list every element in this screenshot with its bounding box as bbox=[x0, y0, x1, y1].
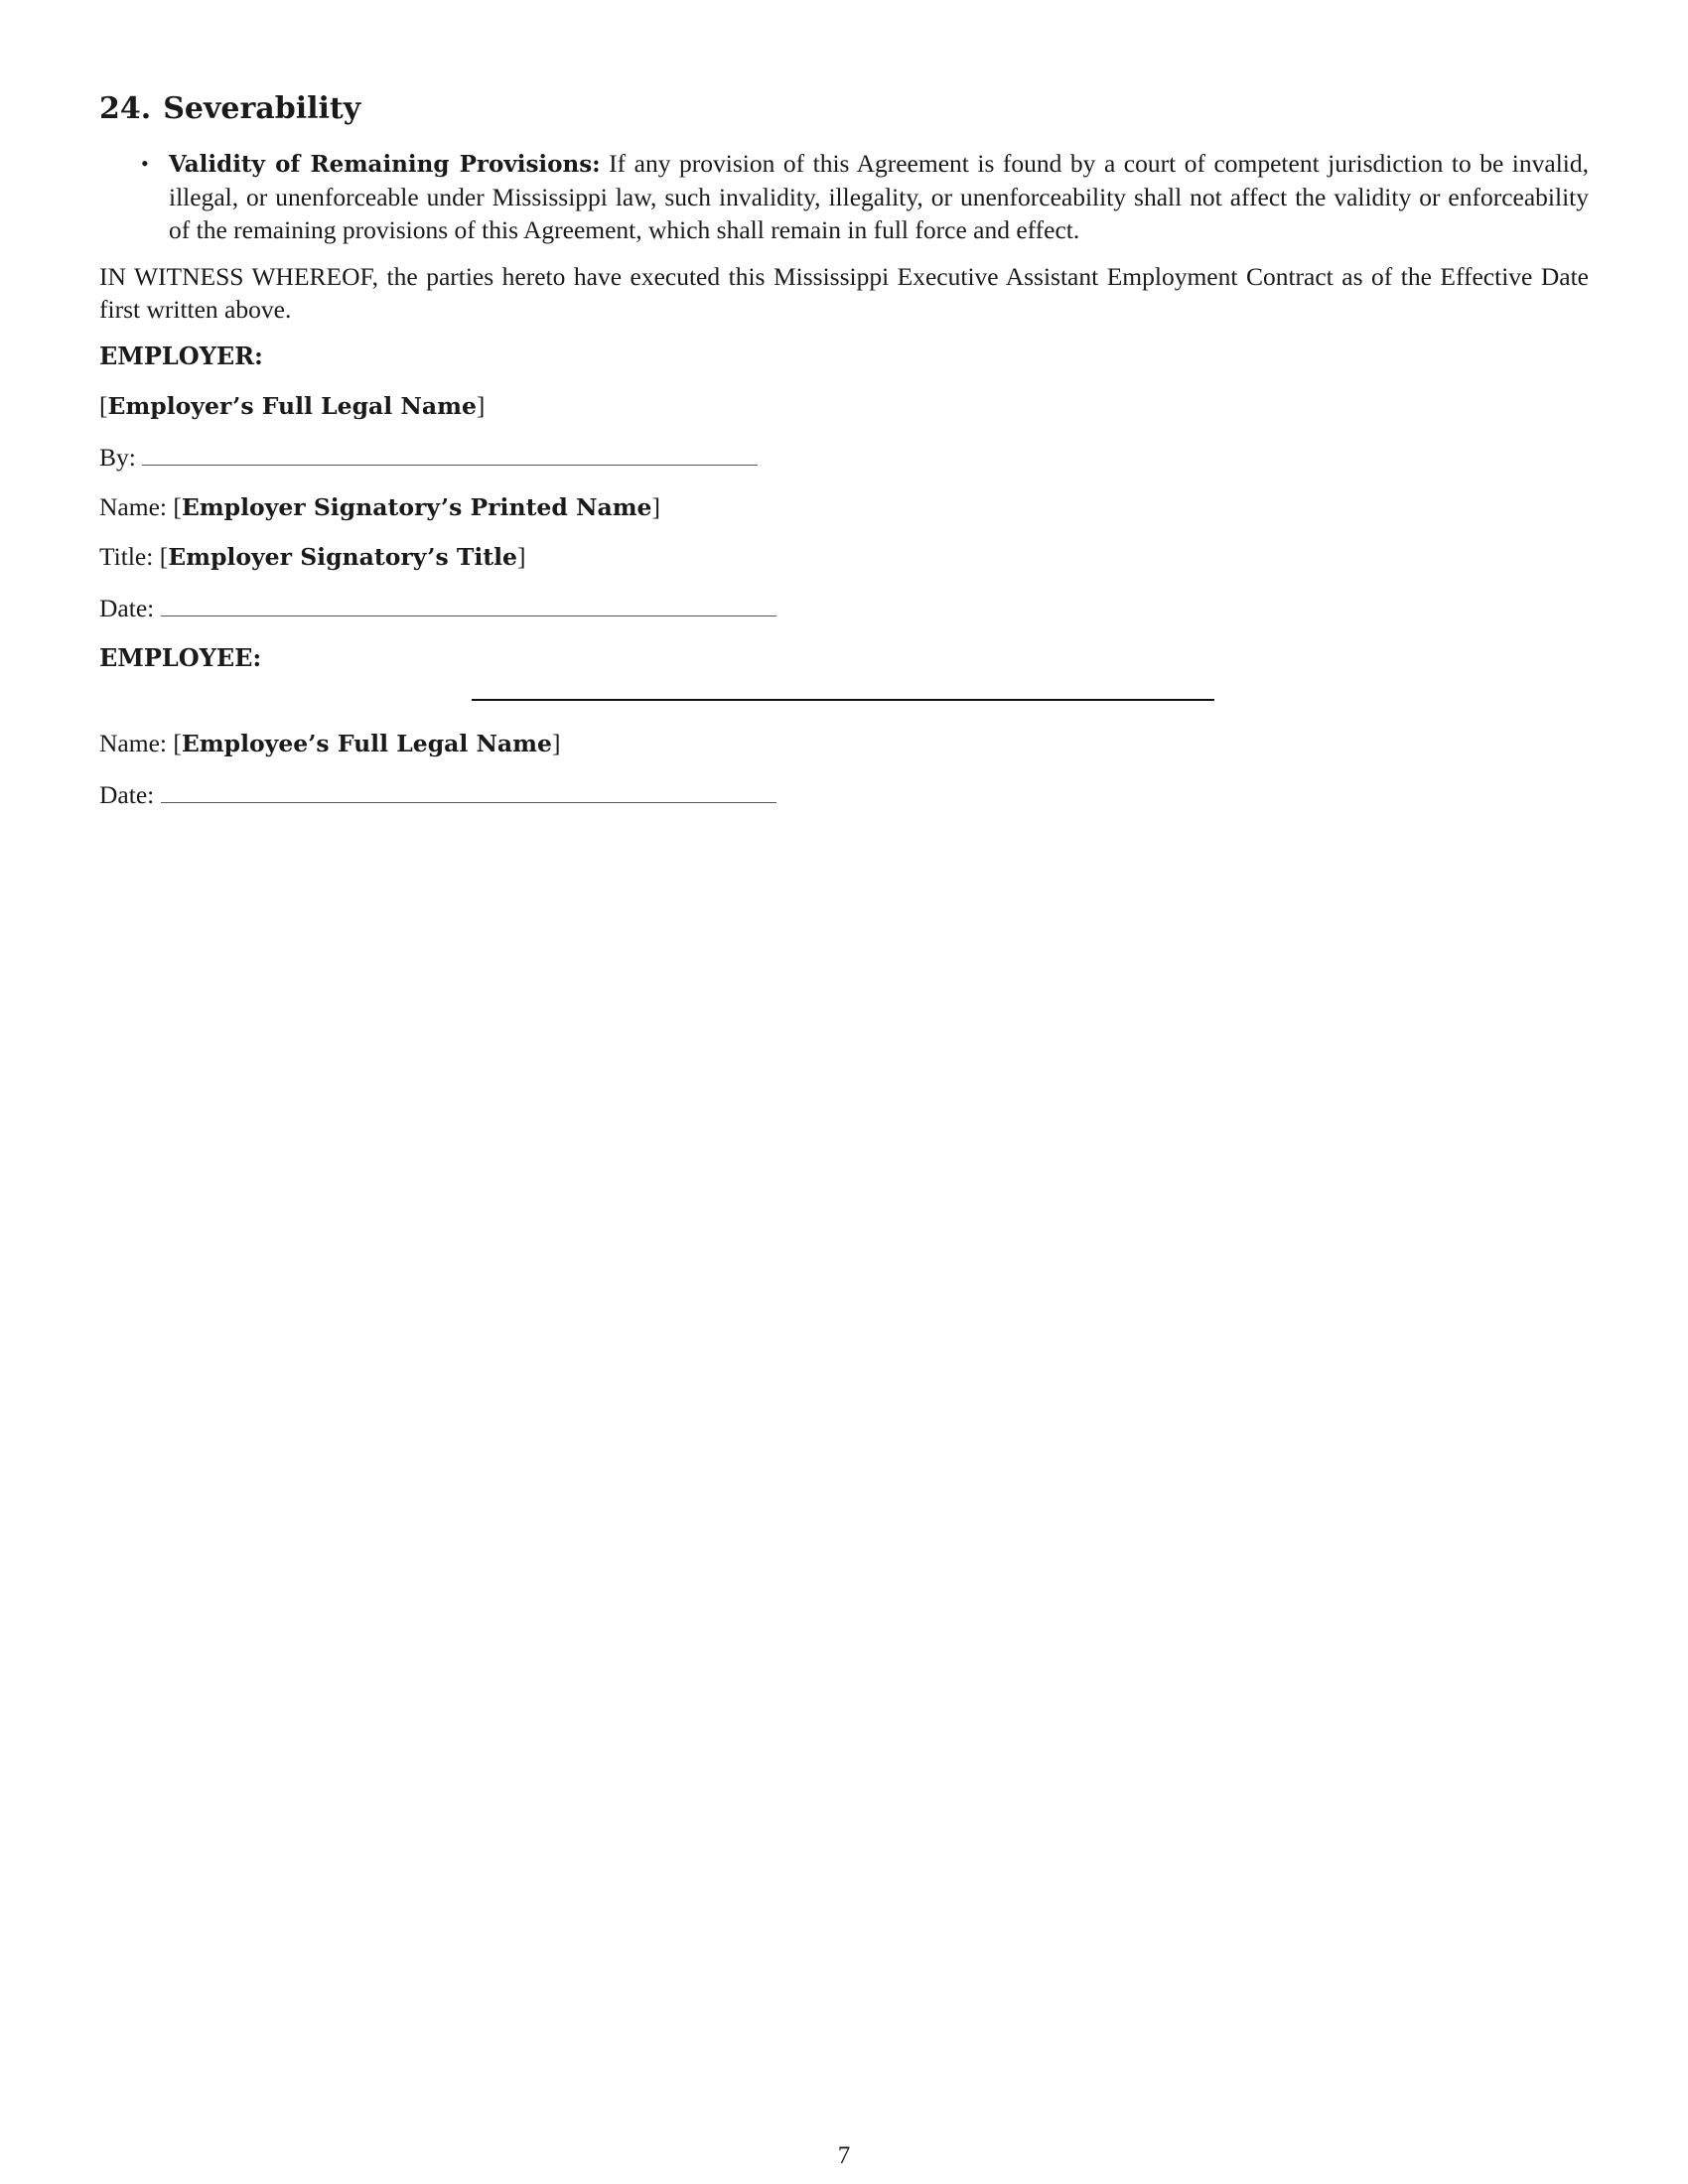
by-label: By: bbox=[99, 443, 136, 472]
employer-label: EMPLOYER: bbox=[99, 341, 263, 370]
clause-list bbox=[99, 147, 1589, 246]
section-heading bbox=[99, 89, 1589, 129]
employer-by-line bbox=[99, 439, 1589, 475]
section-number: 24. bbox=[99, 91, 152, 126]
employee-date-label: Date: bbox=[99, 780, 155, 809]
employer-legal-name: Employer’s Full Legal Name bbox=[107, 392, 477, 420]
employee-date-blank[interactable] bbox=[161, 776, 776, 803]
employee-label: EMPLOYEE: bbox=[99, 643, 262, 672]
clause-lead: Validity of Remaining Provisions: bbox=[169, 151, 601, 178]
employer-signatory-title: Employer Signatory’s Title bbox=[168, 543, 518, 571]
employer-date-line bbox=[99, 590, 1589, 625]
page-number: 7 bbox=[837, 2142, 851, 2169]
employer-date-blank[interactable] bbox=[161, 590, 776, 616]
employer-signature-blank[interactable] bbox=[142, 439, 758, 466]
employer-legal-name-line: [Employer’s Full Legal Name] bbox=[99, 391, 486, 420]
clause-text: If any provision of this Agreement is found by a court of competent jurisdiction to be invalid, illegal, or unenforceable under Mississippi law, such invalidity, illegality, or unenforceability shall not affect the validity or enforceability of the remaining provisions of this Agreement, which shall remain in full force and effect. bbox=[169, 149, 1589, 244]
employer-title-line: Title: [Employer Signatory’s Title] bbox=[99, 542, 526, 571]
employer-name-line: Name: [Employer Signatory’s Printed Name] bbox=[99, 492, 661, 521]
document-page bbox=[99, 89, 1589, 828]
bullet-icon: • bbox=[141, 151, 149, 176]
employer-date-label: Date: bbox=[99, 594, 155, 622]
employee-name-label: Name: bbox=[99, 729, 167, 757]
employee-name-line: Name: [Employee’s Full Legal Name] bbox=[99, 729, 561, 757]
witness-paragraph: IN WITNESS WHEREOF, the parties hereto have executed this Mississippi Executive Assistant Employment Contract as of the Effective Date first written above. bbox=[99, 262, 1589, 324]
employer-title-label: Title: bbox=[99, 542, 154, 571]
employee-date-line bbox=[99, 776, 1589, 812]
employer-signatory-name: Employer Signatory’s Printed Name bbox=[181, 493, 652, 521]
section-title: Severability bbox=[163, 91, 361, 126]
employer-name-label: Name: bbox=[99, 492, 167, 521]
clause-item bbox=[141, 147, 1589, 246]
employee-legal-name: Employee’s Full Legal Name bbox=[181, 730, 552, 757]
employee-signature-line[interactable] bbox=[472, 699, 1214, 701]
